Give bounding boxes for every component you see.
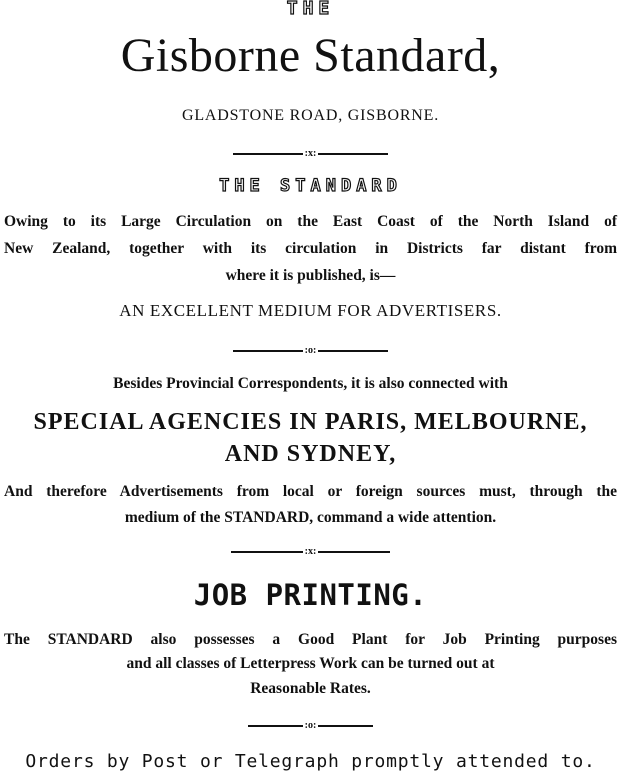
divider-rule-right [318,350,388,352]
divider-1 [0,147,621,161]
divider-rule-left [233,153,303,155]
job-paragraph-line-1: The STANDARD also possesses a Good Plant for Job Printing purposes [4,631,617,648]
divider-rule-right [318,725,373,727]
standard-paragraph-line-2: New Zealand, together with its circulation in Districts far distant from [4,240,617,257]
standard-heading: THE STANDARD [219,176,402,196]
standard-paragraph-line-3: where it is published, is— [225,267,396,284]
address-line: GLADSTONE ROAD, GISBORNE. [181,107,440,124]
job-paragraph-line-2: and all classes of Letterpress Work can be turned out at [126,655,495,672]
divider-2 [0,344,621,358]
divider-ornament [231,547,391,557]
divider-mark: :x: [304,148,317,159]
orders-footer: Orders by Post or Telegraph promptly attended to. [25,751,596,772]
agencies-headline-1: SPECIAL AGENCIES IN PARIS, MELBOURNE, [33,409,588,435]
divider-rule-right [318,551,390,553]
divider-4 [0,719,621,733]
divider-ornament [233,346,389,356]
job-printing-heading: JOB PRINTING. [193,578,428,612]
divider-rule-left [233,350,303,352]
newspaper-title: Gisborne Standard, [120,29,501,82]
divider-ornament [248,721,374,731]
masthead-prefix: THE [286,0,335,19]
divider-rule-left [248,725,303,727]
standard-paragraph-line-1: Owing to its Large Circulation on the East Coast of the North Island of [4,213,617,230]
divider-3 [0,545,621,559]
divider-rule-right [318,153,388,155]
divider-mark: :x: [304,546,317,557]
divider-rule-left [231,551,303,553]
agencies-headline-2: AND SYDNEY, [224,441,397,467]
agencies-paragraph-line-2: medium of the STANDARD, command a wide attention. [124,509,497,526]
divider-ornament [233,149,389,159]
divider-mark: :o: [304,345,317,356]
job-paragraph-line-3: Reasonable Rates. [250,680,371,697]
agencies-paragraph-line-1: And therefore Advertisements from local or foreign sources must, through the [4,483,617,500]
advertisers-tagline: AN EXCELLENT MEDIUM FOR ADVERTISERS. [119,301,502,320]
divider-mark: :o: [304,720,317,731]
agencies-intro: Besides Provincial Correspondents, it is also connected with [113,375,508,392]
